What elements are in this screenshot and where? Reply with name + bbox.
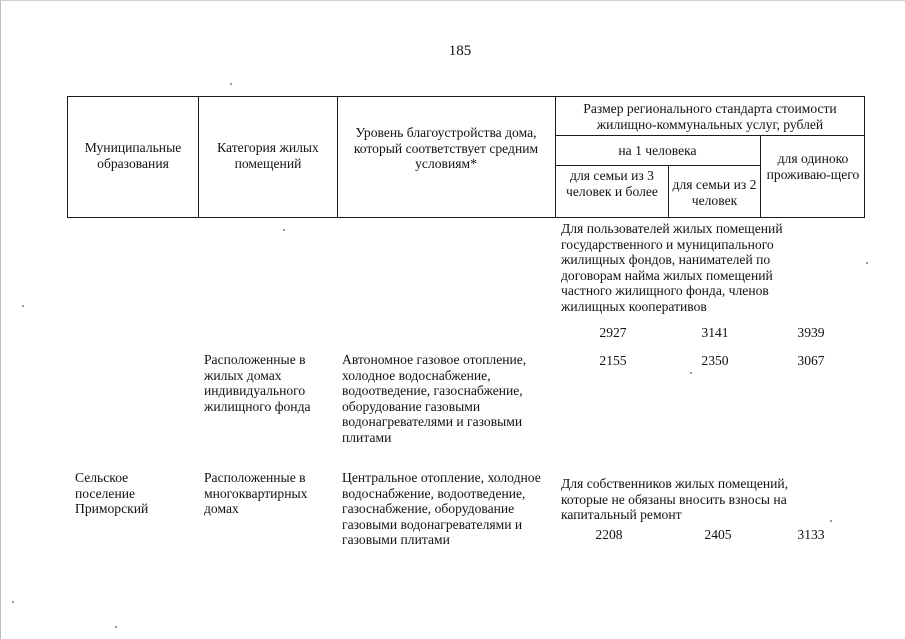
value-family3: 2155 xyxy=(599,353,627,368)
page-number: 185 xyxy=(448,43,472,59)
value-single: 3067 xyxy=(797,353,825,368)
table-header xyxy=(67,96,865,218)
header-family2: для семьи из 2 человек xyxy=(672,177,757,208)
value-family2: 2405 xyxy=(704,527,732,542)
scan-speck xyxy=(830,520,832,522)
scan-speck xyxy=(866,262,868,264)
amenities-central-heating: Центральное отопление, холодное водоснабжение, водоотведение, газоснабжение, оборудование газовыми водонагревателями и газовыми плитами xyxy=(342,470,541,547)
category-individual-houses: Расположенные в жилых домах индивидуального жилищного фонда xyxy=(204,352,311,414)
header-amenities: Уровень благоустройства дома, который соответствует средним условиям* xyxy=(353,125,539,171)
value-family2: 3141 xyxy=(701,325,729,340)
header-municipal: Муниципальные образования xyxy=(84,140,182,171)
scan-speck xyxy=(230,83,232,85)
header-standard-size: Размер регионального стандарта стоимости жилищно-коммунальных услуг, рублей xyxy=(583,101,837,132)
value-family3: 2927 xyxy=(599,325,627,340)
header-category: Категория жилых помещений xyxy=(217,140,319,171)
value-family3: 2208 xyxy=(595,527,623,542)
section-note-owners: Для собственников жилых помещений, которые не обязаны вносить взносы на капитальный ремонт xyxy=(561,476,789,522)
value-single: 3133 xyxy=(797,527,825,542)
category-apartment-buildings: Расположенные в многоквартирных домах xyxy=(204,470,308,516)
value-single: 3939 xyxy=(797,325,825,340)
scan-speck xyxy=(22,305,24,307)
amenities-autonomous-gas: Автономное газовое отопление, холодное водоснабжение, водоотведение, газоснабжение, оборудование газовыми водонагревателями и газовыми плитами xyxy=(342,352,527,445)
scan-speck xyxy=(283,229,285,231)
scan-speck xyxy=(115,626,117,628)
scan-speck xyxy=(12,601,14,603)
section-note-users: Для пользователей жилых помещений государственного и муниципального жилищных фондов, нанимателей по договорам найма жилых помещений частного жилищного фонда, членов жилищных кооперативов xyxy=(561,221,783,314)
header-family3: для семьи из 3 человек и более xyxy=(566,168,658,199)
value-family2: 2350 xyxy=(701,353,729,368)
header-single: для одиноко проживаю-щего xyxy=(766,151,860,182)
municipality-primorsky: Сельское поселение Приморский xyxy=(75,470,149,516)
header-per-person: на 1 человека xyxy=(618,143,697,158)
scan-speck xyxy=(690,372,692,374)
